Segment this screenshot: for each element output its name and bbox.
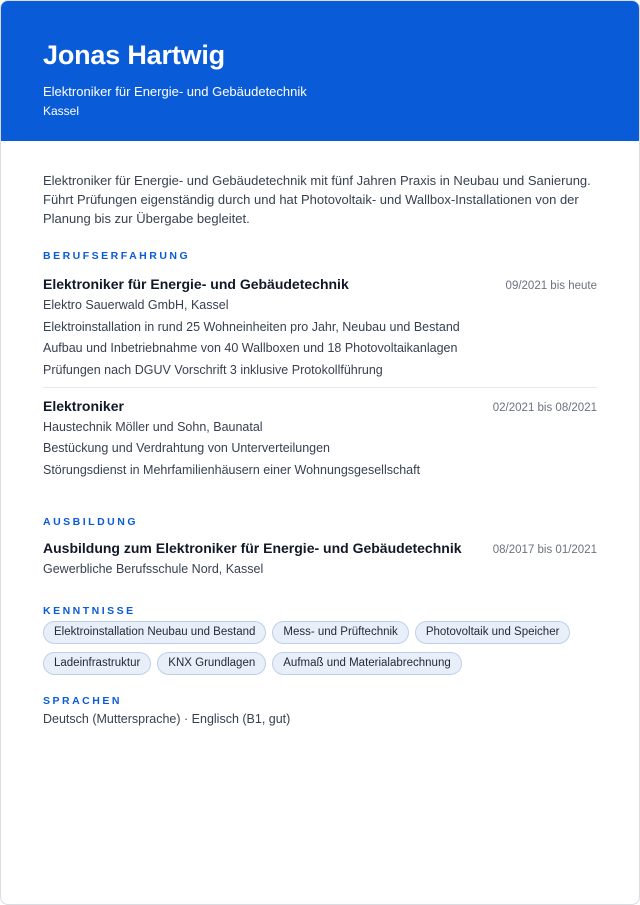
job-date: 09/2021 bis heute (505, 280, 597, 292)
job-bullet: Aufbau und Inbetriebnahme von 40 Wallboxen und 18 Photovoltaikanlagen (43, 341, 458, 355)
job-bullet: Störungsdienst in Mehrfamilienhäusern einer Wohnungsgesellschaft (43, 462, 421, 477)
location: Kassel (43, 104, 80, 118)
resume-content (1, 141, 639, 728)
job-title: Elektroniker für Energie- und Gebäudetechnik (43, 276, 349, 292)
job-title-headline: Elektroniker für Energie- und Gebäudetechnik (43, 84, 307, 99)
education-date: 08/2017 bis 01/2021 (492, 543, 597, 556)
education-school: Gewerbliche Berufsschule Nord, Kassel (43, 561, 264, 576)
section-title-languages: SPRACHEN (43, 694, 122, 707)
education-entry (43, 529, 597, 578)
skill-chip: KNX Grundlagen (157, 652, 266, 675)
skill-chip: Photovoltaik und Speicher (415, 621, 571, 644)
skill-chip: Ladeinfrastruktur (43, 652, 151, 675)
job-bullet: Elektroinstallation in rund 25 Wohneinheiten pro Jahr, Neubau und Bestand (43, 319, 460, 334)
skill-list (43, 621, 597, 675)
job-company: Haustechnik Möller und Sohn, Baunatal (43, 419, 263, 434)
skill-chip: Elektroinstallation Neubau und Bestand (43, 621, 266, 644)
job-entry (43, 387, 597, 487)
skill-chip: Aufmaß und Materialabrechnung (272, 652, 462, 675)
job-bullet: Bestückung und Verdrahtung von Unterverteilungen (43, 441, 330, 455)
section-title-experience: BERUFSERFAHRUNG (43, 250, 191, 262)
education-header (43, 539, 597, 559)
person-name: Jonas Hartwig (43, 40, 225, 70)
job-bullets (43, 318, 597, 379)
resume-header (1, 1, 639, 141)
job-entry (43, 263, 597, 387)
education-title: Ausbildung zum Elektroniker für Energie- und Gebäudetechnik (43, 539, 462, 556)
job-header (43, 275, 597, 295)
job-bullet: Prüfungen nach DGUV Vorschrift 3 inklusive Protokollführung (43, 362, 383, 377)
job-company: Elektro Sauerwald GmbH, Kassel (43, 298, 229, 312)
job-bullets (43, 439, 597, 479)
profile-summary: Elektroniker für Energie- und Gebäudetechnik mit fünf Jahren Praxis in Neubau und Sanierung. Führt Prüfungen eigenständig durch und hat Photovoltaik- und Wallbox-Installationen von der Planung bis zur Übergabe begleitet. (43, 173, 591, 226)
languages-text: Deutsch (Muttersprache) · Englisch (B1, gut) (43, 711, 291, 726)
section-title-skills: KENNTNISSE (43, 604, 136, 617)
job-date: 02/2021 bis 08/2021 (492, 401, 597, 414)
section-title-education: AUSBILDUNG (43, 515, 138, 528)
skill-chip: Mess- und Prüftechnik (272, 621, 408, 644)
job-header (43, 397, 597, 417)
job-title: Elektroniker (43, 397, 124, 414)
